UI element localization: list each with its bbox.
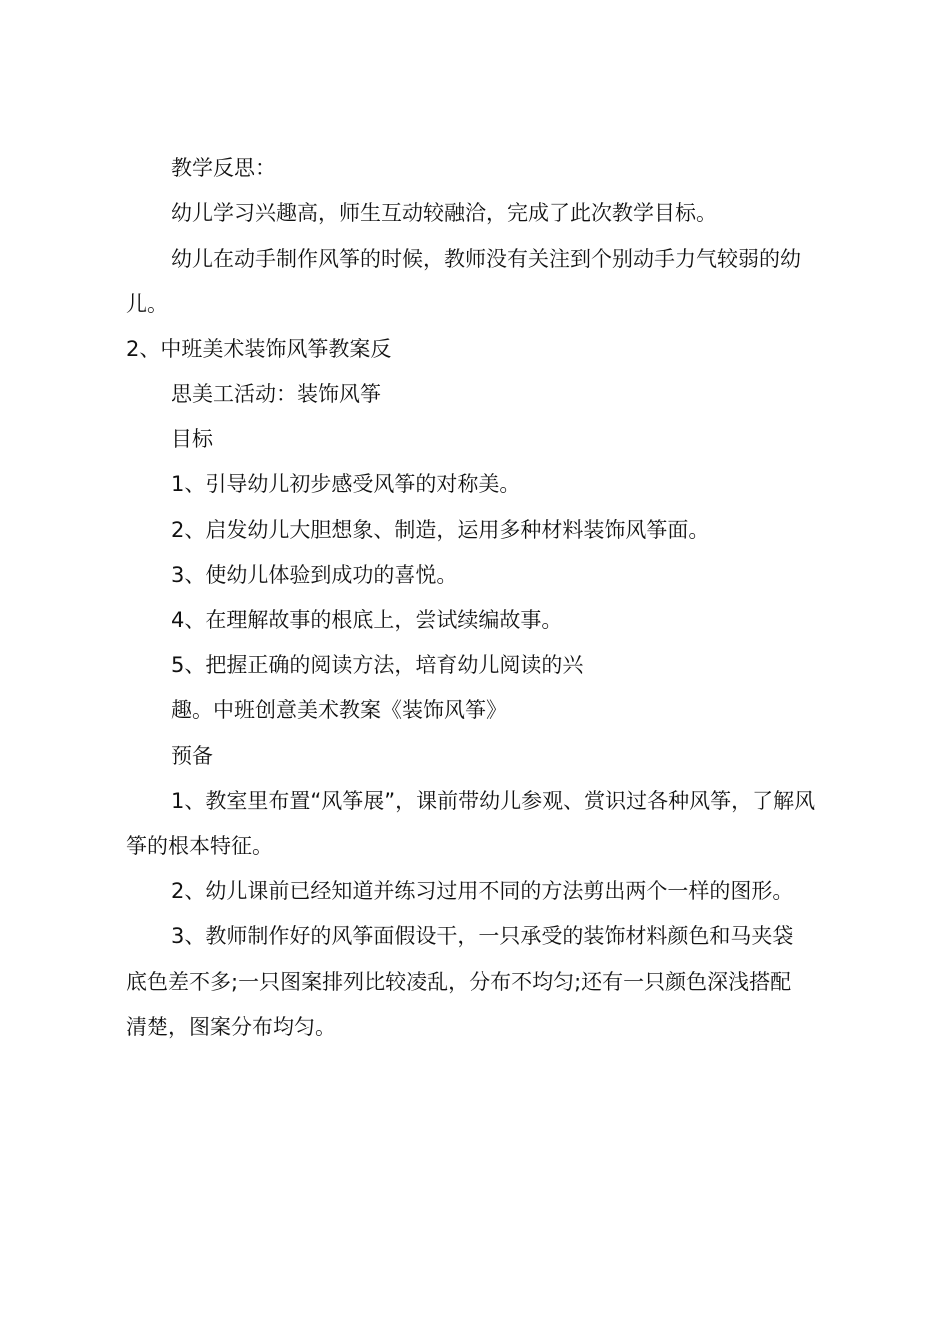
paragraph-line: 趣。中班创意美术教案《装饰风筝》 <box>171 698 507 722</box>
list-item: 4、在理解故事的根底上，尝试续编故事。 <box>171 608 563 632</box>
paragraph-line: 幼儿学习兴趣高，师生互动较融洽，完成了此次教学目标。 <box>171 201 717 225</box>
paragraph-line: 思美工活动：装饰风筝 <box>171 382 381 406</box>
paragraph-line: 筝的根本特征。 <box>126 834 273 858</box>
list-item: 3、使幼儿体验到成功的喜悦。 <box>171 563 458 587</box>
list-item: 3、教师制作好的风筝面假设干，一只承受的装饰材料颜色和马夹袋 <box>171 924 794 948</box>
list-item: 1、教室里布置“风筝展”，课前带幼儿参观、赏识过各种风筝，了解风 <box>171 789 816 813</box>
list-item: 1、引导幼儿初步感受风筝的对称美。 <box>171 472 521 496</box>
section-title: 2、中班美术装饰风筝教案反 <box>126 337 392 361</box>
section-heading-goals: 目标 <box>171 427 213 451</box>
paragraph-line: 幼儿在动手制作风筝的时候，教师没有关注到个别动手力气较弱的幼 <box>171 247 801 271</box>
paragraph-line: 清楚，图案分布均匀。 <box>126 1015 336 1039</box>
section-heading-preparation: 预备 <box>171 744 213 768</box>
paragraph-line: 儿。 <box>126 292 168 316</box>
list-item: 2、幼儿课前已经知道并练习过用不同的方法剪出两个一样的图形。 <box>171 879 794 903</box>
list-item: 5、把握正确的阅读方法，培育幼儿阅读的兴 <box>171 653 584 677</box>
list-item: 2、启发幼儿大胆想象、制造，运用多种材料装饰风筝面。 <box>171 518 710 542</box>
section-heading-reflection: 教学反思： <box>171 156 276 180</box>
paragraph-line: 底色差不多;一只图案排列比较凌乱，分布不均匀;还有一只颜色深浅搭配 <box>126 970 792 994</box>
